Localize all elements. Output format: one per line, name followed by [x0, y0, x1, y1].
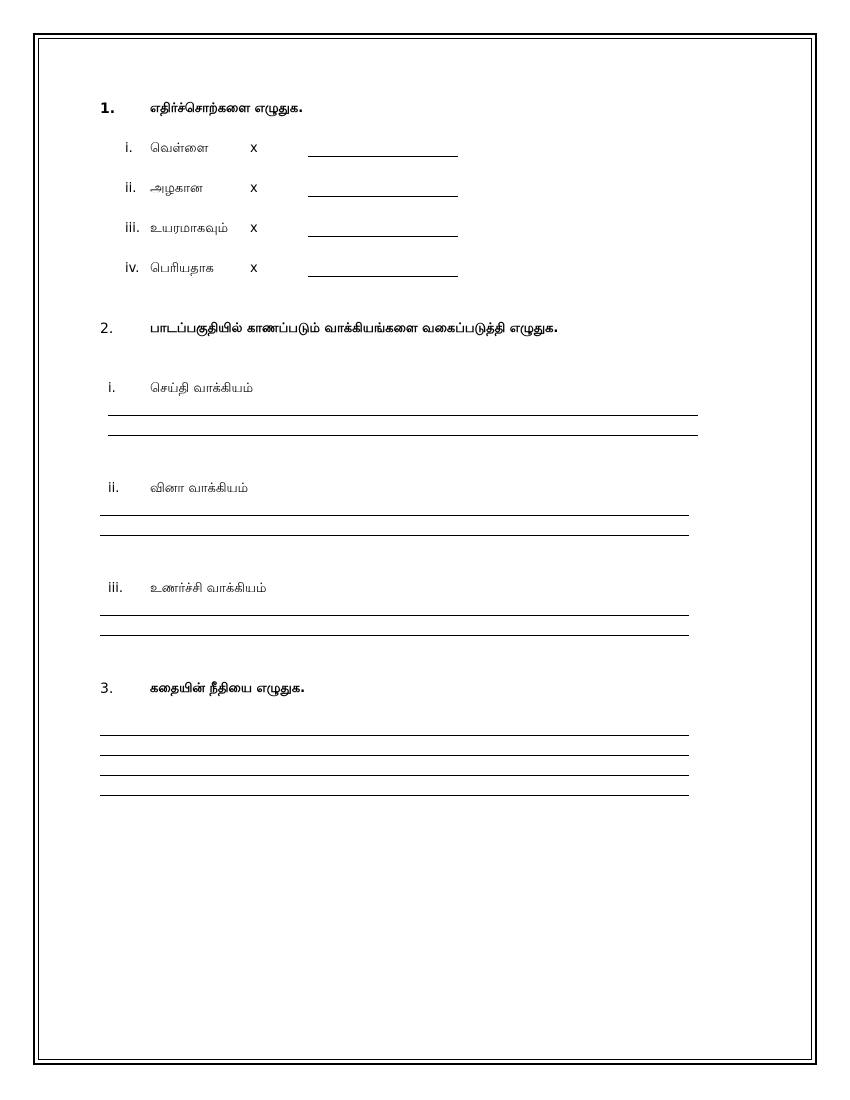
question-2-number: 2.	[100, 321, 114, 337]
q1-item-4-answer-line[interactable]	[308, 276, 458, 277]
q1-item-3-answer-line[interactable]	[308, 236, 458, 237]
q2-part-2-roman: ii.	[108, 481, 120, 496]
q1-item-4-roman: iv.	[125, 261, 140, 276]
q3-answer-line-3[interactable]	[100, 775, 689, 776]
question-2-instruction: பாடப்பகுதியில் காணப்படும் வாக்கியங்களை வகைப்படுத்தி எழுதுக.	[150, 321, 559, 336]
q1-item-3-mark: x	[250, 221, 258, 236]
question-1-number: 1.	[100, 101, 116, 117]
q1-item-1-roman: i.	[125, 141, 133, 156]
q2-part-2-label: வினா வாக்கியம்	[150, 481, 249, 496]
q1-item-4-word: பெரியதாக	[150, 261, 214, 276]
q2-part-2-answer-line-2[interactable]	[100, 535, 689, 536]
q1-item-3-word: உயரமாகவும்	[150, 221, 229, 236]
q2-part-1-answer-line-2[interactable]	[108, 435, 698, 436]
q1-item-1-word: வெள்ளை	[150, 141, 209, 156]
q1-item-3-roman: iii.	[125, 221, 140, 236]
q2-part-3-answer-line-1[interactable]	[100, 615, 689, 616]
question-1-instruction: எதிர்ச்சொற்களை எழுதுக.	[150, 101, 304, 116]
q2-part-1-roman: i.	[108, 381, 116, 396]
q2-part-3-label: உணர்ச்சி வாக்கியம்	[150, 581, 267, 596]
q2-part-1-label: செய்தி வாக்கியம்	[150, 381, 254, 396]
question-3-number: 3.	[100, 681, 114, 697]
q1-item-1-mark: x	[250, 141, 258, 156]
q1-item-2-answer-line[interactable]	[308, 196, 458, 197]
q2-part-3-answer-line-2[interactable]	[100, 635, 689, 636]
q1-item-2-mark: x	[250, 181, 258, 196]
q1-item-4-mark: x	[250, 261, 258, 276]
q2-part-1-answer-line-1[interactable]	[108, 415, 698, 416]
q1-item-1-answer-line[interactable]	[308, 156, 458, 157]
q2-part-2-answer-line-1[interactable]	[100, 515, 689, 516]
q1-item-2-word: அழகான	[150, 181, 203, 196]
q1-item-2-roman: ii.	[125, 181, 137, 196]
q3-answer-line-2[interactable]	[100, 755, 689, 756]
question-3-instruction: கதையின் நீதியை எழுதுக.	[150, 681, 306, 696]
q3-answer-line-1[interactable]	[100, 735, 689, 736]
q2-part-3-roman: iii.	[108, 581, 123, 596]
q3-answer-line-4[interactable]	[100, 795, 689, 796]
